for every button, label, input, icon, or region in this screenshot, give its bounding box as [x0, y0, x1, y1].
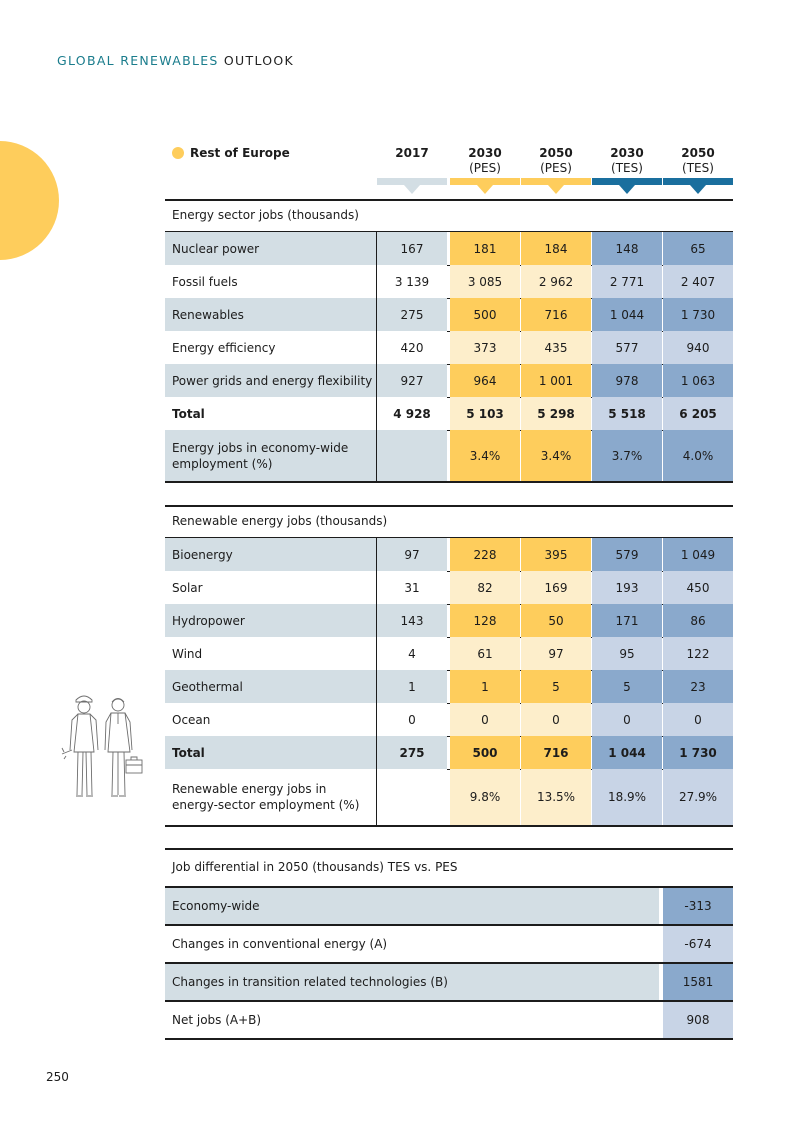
column-year: 2050 — [681, 146, 715, 160]
value-cell: 86 — [663, 604, 733, 637]
value-cell: 940 — [663, 331, 733, 364]
value-cell: 148 — [592, 232, 662, 265]
column-year: 2050 — [539, 146, 573, 160]
row-label: Energy jobs in economy-wide employment (%) — [165, 430, 376, 481]
value-cell: 0 — [592, 703, 662, 736]
page-header — [57, 53, 294, 68]
column-bar — [663, 178, 733, 185]
value-cell: 450 — [663, 571, 733, 604]
energy-row-energy-jobs-in-economy-wide-employment — [165, 430, 733, 482]
column-separator — [376, 703, 377, 736]
row-label: Wind — [165, 637, 376, 670]
column-scenario: (TES) — [611, 161, 643, 175]
legend-dot-icon — [172, 147, 184, 159]
row-label: Net jobs (A+B) — [165, 1002, 659, 1038]
value-cell: 1 063 — [663, 364, 733, 397]
value-cell: 1 — [377, 670, 447, 703]
column-year: 2017 — [395, 146, 429, 160]
row-label: Power grids and energy flexibility — [165, 364, 376, 397]
column-separator — [376, 265, 377, 298]
column-separator — [376, 298, 377, 331]
value-cell: 1 044 — [592, 298, 662, 331]
column-arrow-icon — [404, 185, 420, 194]
value-cell: 1 730 — [663, 736, 733, 769]
value-cell: 5 — [592, 670, 662, 703]
column-year: 2030 — [610, 146, 644, 160]
column-separator — [376, 736, 377, 769]
value-cell: 23 — [663, 670, 733, 703]
value-cell: 716 — [521, 736, 591, 769]
energy-row-fossil-fuels — [165, 265, 733, 299]
value-cell: 5 — [521, 670, 591, 703]
row-label: Geothermal — [165, 670, 376, 703]
value-cell: 1 049 — [663, 538, 733, 571]
value-cell: 4 928 — [377, 397, 447, 430]
energy-section-title: Energy sector jobs (thousands) — [172, 208, 359, 222]
renewable-row-bioenergy — [165, 538, 733, 572]
row-label: Economy-wide — [165, 888, 659, 924]
value-cell: 1 044 — [592, 736, 662, 769]
column-separator — [376, 397, 377, 430]
differential-row-changes-in-conventional-energy-a — [165, 926, 733, 964]
column-separator — [376, 769, 377, 825]
value-cell: 435 — [521, 331, 591, 364]
value-cell: -674 — [663, 926, 733, 962]
value-cell: 95 — [592, 637, 662, 670]
column-year: 2030 — [468, 146, 502, 160]
column-header-4 — [663, 146, 733, 176]
row-label: Solar — [165, 571, 376, 604]
column-separator — [376, 364, 377, 397]
value-cell: 2 407 — [663, 265, 733, 298]
value-cell: 228 — [450, 538, 520, 571]
value-cell: 4 — [377, 637, 447, 670]
energy-row-total — [165, 397, 733, 431]
value-cell: 184 — [521, 232, 591, 265]
value-cell: 143 — [377, 604, 447, 637]
column-header-0 — [377, 146, 447, 161]
column-bar — [450, 178, 520, 185]
value-cell: 5 298 — [521, 397, 591, 430]
value-cell: 500 — [450, 298, 520, 331]
row-label: Changes in conventional energy (A) — [165, 926, 659, 962]
value-cell: 97 — [521, 637, 591, 670]
value-cell: 1581 — [663, 964, 733, 1000]
workers-illustration — [58, 692, 146, 800]
column-header-2 — [521, 146, 591, 176]
column-scenario: (PES) — [540, 161, 572, 175]
renewable-row-wind — [165, 637, 733, 671]
column-arrow-icon — [690, 185, 706, 194]
column-scenario: (TES) — [682, 161, 714, 175]
column-separator — [376, 670, 377, 703]
energy-row-renewables — [165, 298, 733, 332]
header-title-part2: OUTLOOK — [223, 53, 295, 68]
energy-row-nuclear-power — [165, 232, 733, 266]
value-cell: 395 — [521, 538, 591, 571]
column-arrow-icon — [548, 185, 564, 194]
value-cell: 0 — [450, 703, 520, 736]
column-bar — [521, 178, 591, 185]
value-cell: 3 139 — [377, 265, 447, 298]
value-cell: 4.0% — [663, 430, 733, 481]
value-cell: 275 — [377, 298, 447, 331]
value-cell: 5 103 — [450, 397, 520, 430]
value-cell: 122 — [663, 637, 733, 670]
value-cell: 373 — [450, 331, 520, 364]
value-cell: 500 — [450, 736, 520, 769]
differential-section-title: Job differential in 2050 (thousands) TES vs. PES — [172, 860, 458, 874]
value-cell — [377, 769, 447, 825]
renewable-row-renewable-energy-jobs-in-energy-sector-employment — [165, 769, 733, 826]
column-header-1 — [450, 146, 520, 176]
row-label: Total — [165, 736, 376, 769]
value-cell: 716 — [521, 298, 591, 331]
value-cell: 9.8% — [450, 769, 520, 825]
value-cell: 908 — [663, 1002, 733, 1038]
value-cell: 61 — [450, 637, 520, 670]
value-cell: 0 — [377, 703, 447, 736]
value-cell: 0 — [521, 703, 591, 736]
row-label: Bioenergy — [165, 538, 376, 571]
value-cell: 3.7% — [592, 430, 662, 481]
value-cell: 1 — [450, 670, 520, 703]
value-cell: -313 — [663, 888, 733, 924]
column-header-3 — [592, 146, 662, 176]
decorative-circle — [0, 141, 59, 260]
value-cell: 964 — [450, 364, 520, 397]
differential-row-net-jobs-a-b — [165, 1002, 733, 1040]
renewable-row-hydropower — [165, 604, 733, 638]
value-cell: 1 001 — [521, 364, 591, 397]
row-label: Renewables — [165, 298, 376, 331]
energy-row-energy-efficiency — [165, 331, 733, 365]
page-number: 250 — [46, 1070, 69, 1084]
value-cell: 13.5% — [521, 769, 591, 825]
value-cell: 579 — [592, 538, 662, 571]
column-bar — [377, 178, 447, 185]
column-arrow-icon — [619, 185, 635, 194]
value-cell: 2 962 — [521, 265, 591, 298]
column-separator — [376, 331, 377, 364]
renewable-row-solar — [165, 571, 733, 605]
column-bar — [592, 178, 662, 185]
row-label: Renewable energy jobs in energy-sector employment (%) — [165, 769, 376, 825]
value-cell: 167 — [377, 232, 447, 265]
value-cell: 927 — [377, 364, 447, 397]
value-cell: 0 — [663, 703, 733, 736]
value-cell: 181 — [450, 232, 520, 265]
column-separator — [376, 430, 377, 481]
value-cell: 978 — [592, 364, 662, 397]
value-cell: 3.4% — [521, 430, 591, 481]
energy-row-power-grids-and-energy-flexibility — [165, 364, 733, 398]
legend-label: Rest of Europe — [190, 146, 290, 160]
value-cell: 5 518 — [592, 397, 662, 430]
value-cell: 193 — [592, 571, 662, 604]
value-cell: 27.9% — [663, 769, 733, 825]
value-cell: 171 — [592, 604, 662, 637]
renewable-section-bottom-rule — [165, 825, 733, 827]
value-cell: 6 205 — [663, 397, 733, 430]
column-separator — [376, 538, 377, 571]
region-legend — [172, 146, 290, 160]
column-arrow-icon — [477, 185, 493, 194]
column-scenario: (PES) — [469, 161, 501, 175]
column-separator — [376, 637, 377, 670]
value-cell: 128 — [450, 604, 520, 637]
value-cell: 3.4% — [450, 430, 520, 481]
renewable-row-total — [165, 736, 733, 770]
renewable-row-ocean — [165, 703, 733, 737]
renewable-section-top-rule — [165, 505, 733, 507]
value-cell: 65 — [663, 232, 733, 265]
row-label: Nuclear power — [165, 232, 376, 265]
value-cell: 3 085 — [450, 265, 520, 298]
differential-row-changes-in-transition-related-technologies-b — [165, 964, 733, 1002]
value-cell: 97 — [377, 538, 447, 571]
renewable-section-title: Renewable energy jobs (thousands) — [172, 514, 388, 528]
row-label: Ocean — [165, 703, 376, 736]
value-cell: 169 — [521, 571, 591, 604]
column-separator — [376, 571, 377, 604]
column-separator — [376, 232, 377, 265]
energy-section-bottom-rule — [165, 481, 733, 483]
energy-section-top-rule — [165, 199, 733, 201]
value-cell: 18.9% — [592, 769, 662, 825]
value-cell: 1 730 — [663, 298, 733, 331]
value-cell: 82 — [450, 571, 520, 604]
row-label: Fossil fuels — [165, 265, 376, 298]
row-label: Hydropower — [165, 604, 376, 637]
differential-section-top-rule — [165, 848, 733, 850]
value-cell: 420 — [377, 331, 447, 364]
column-separator — [376, 604, 377, 637]
row-label: Energy efficiency — [165, 331, 376, 364]
value-cell: 31 — [377, 571, 447, 604]
value-cell — [377, 430, 447, 481]
header-title-part1: GLOBAL RENEWABLES — [57, 53, 219, 68]
row-label: Changes in transition related technologies (B) — [165, 964, 659, 1000]
value-cell: 50 — [521, 604, 591, 637]
value-cell: 577 — [592, 331, 662, 364]
value-cell: 2 771 — [592, 265, 662, 298]
row-label: Total — [165, 397, 376, 430]
value-cell: 275 — [377, 736, 447, 769]
renewable-row-geothermal — [165, 670, 733, 704]
differential-row-economy-wide — [165, 888, 733, 926]
